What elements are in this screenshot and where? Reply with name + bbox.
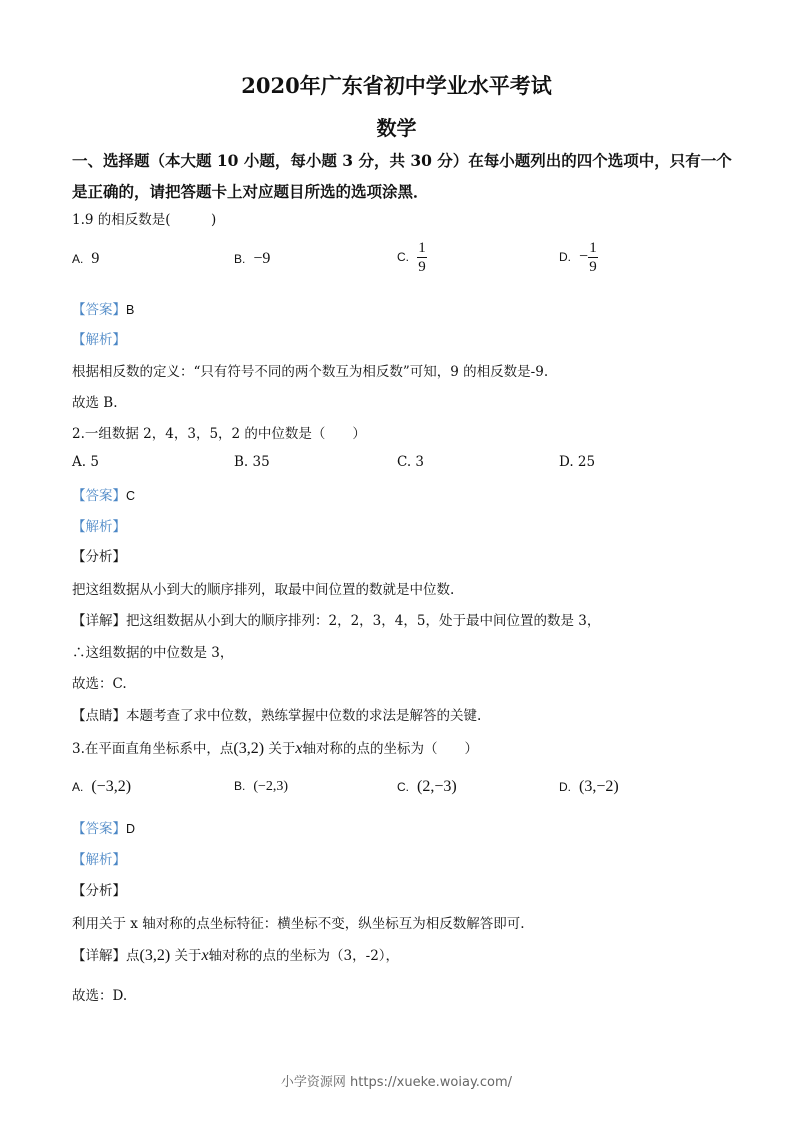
xiangjie-text: 关于: [174, 948, 202, 964]
xiangjie-text: 把这组数据从小到大的顺序排列：2，2，3，4，5，处于最中间位置的数是 3，: [126, 613, 601, 629]
q1-conclusion: 故选 B.: [72, 395, 118, 411]
fraction: [588, 240, 598, 275]
q1-option-c: [397, 240, 427, 275]
q2-option-b: B. 35: [234, 454, 270, 470]
variable-x: x: [295, 740, 303, 757]
q3-fenxi-label: 【分析】: [72, 883, 126, 899]
stem-text: 轴对称的点的坐标为（ ）: [302, 741, 478, 757]
dianjing-label: 【点睛】: [72, 708, 126, 724]
q3-option-a: [72, 778, 131, 796]
q3-fenxi-text: 利用关于 x 轴对称的点坐标特征：横坐标不变，纵坐标互为相反数解答即可.: [72, 916, 525, 932]
question-2-stem: 2.一组数据 2，4，3，5，2 的中位数是（ ）: [72, 426, 366, 442]
q3-option-c: [397, 778, 457, 796]
point-coord: (3,2): [139, 947, 171, 964]
xiangjie-text: 点: [126, 948, 140, 964]
q1-analysis-label: 【解析】: [72, 332, 126, 348]
question-1-stem: 1.9 的相反数是( ): [72, 212, 217, 228]
point-coord: (3,2): [233, 740, 265, 757]
option-label: C.: [397, 250, 409, 264]
option-value: −9: [253, 250, 271, 267]
q2-therefore: ∴这组数据的中位数是 3，: [72, 645, 234, 661]
q1-option-a: [72, 250, 99, 268]
q3-option-b: [234, 778, 288, 795]
q2-analysis-label: 【解析】: [72, 519, 126, 535]
option-value: (3,−2): [579, 778, 619, 795]
answer-label: 【答案】: [72, 302, 126, 318]
option-value: (2,−3): [417, 778, 457, 795]
answer-label: 【答案】: [72, 821, 126, 837]
q2-xiangjie: [72, 609, 600, 629]
question-3-stem: [72, 737, 478, 758]
answer-value: C: [126, 489, 136, 503]
option-label: B.: [234, 779, 246, 793]
q3-answer: [72, 817, 135, 837]
variable-x: x: [201, 947, 209, 964]
q3-conclusion: 故选：D.: [72, 988, 128, 1004]
minus-sign: −: [579, 248, 589, 265]
q3-option-d: [559, 778, 619, 796]
q2-conclusion: 故选：C.: [72, 676, 127, 692]
option-label: D.: [559, 780, 571, 794]
section-heading: 一、选择题（本大题 10 小题，每小题 3 分，共 30 分）在每小题列出的四个选项中，只有一个是正确的，请把答题卡上对应题目所选的选项涂黑．: [72, 151, 732, 201]
q2-fenxi-text: 把这组数据从小到大的顺序排列，取最中间位置的数就是中位数.: [72, 582, 455, 598]
exam-title: 2020年广东省初中学业水平考试: [241, 73, 552, 98]
denominator: 9: [418, 259, 426, 275]
option-label: C.: [397, 780, 409, 794]
q1-option-b: [234, 250, 270, 268]
q1-answer: [72, 298, 134, 318]
stem-text: 关于: [268, 741, 296, 757]
option-label: B.: [234, 252, 246, 266]
xiangjie-text: 轴对称的点的坐标为（3，-2），: [208, 948, 400, 964]
numerator: 1: [418, 240, 426, 256]
option-label: A.: [72, 780, 84, 794]
numerator: 1: [589, 240, 597, 256]
q3-analysis-label: 【解析】: [72, 852, 126, 868]
q3-xiangjie: [72, 944, 399, 965]
q1-explanation: 根据相反数的定义：“只有符号不同的两个数互为相反数”可知，9 的相反数是-9.: [72, 364, 549, 380]
option-value: 9: [91, 250, 100, 267]
q2-option-a: A. 5: [72, 454, 99, 470]
q2-option-c: C. 3: [397, 454, 425, 470]
q1-option-d: [559, 240, 598, 275]
xiangjie-label: 【详解】: [72, 613, 126, 629]
option-label: D.: [559, 250, 571, 264]
fraction: [417, 240, 427, 275]
option-label: A.: [72, 252, 84, 266]
answer-label: 【答案】: [72, 488, 126, 504]
answer-value: B: [126, 303, 135, 317]
footer-watermark: 小学资源网 https://xueke.woiay.com/: [280, 1075, 513, 1090]
dianjing-text: 本题考查了求中位数，熟练掌握中位数的求法是解答的关键.: [126, 708, 482, 724]
q2-answer: [72, 484, 135, 504]
subject-title: 数学: [376, 116, 417, 140]
option-value: (−2,3): [253, 779, 289, 794]
xiangjie-label: 【详解】: [72, 948, 126, 964]
q2-fenxi-label: 【分析】: [72, 549, 126, 565]
stem-text: 3.在平面直角坐标系中，点: [72, 741, 234, 757]
answer-value: D: [126, 822, 136, 836]
q2-dianjing: [72, 704, 481, 724]
option-value: (−3,2): [91, 778, 132, 795]
q2-option-d: D. 25: [559, 454, 596, 470]
denominator: 9: [589, 259, 597, 275]
